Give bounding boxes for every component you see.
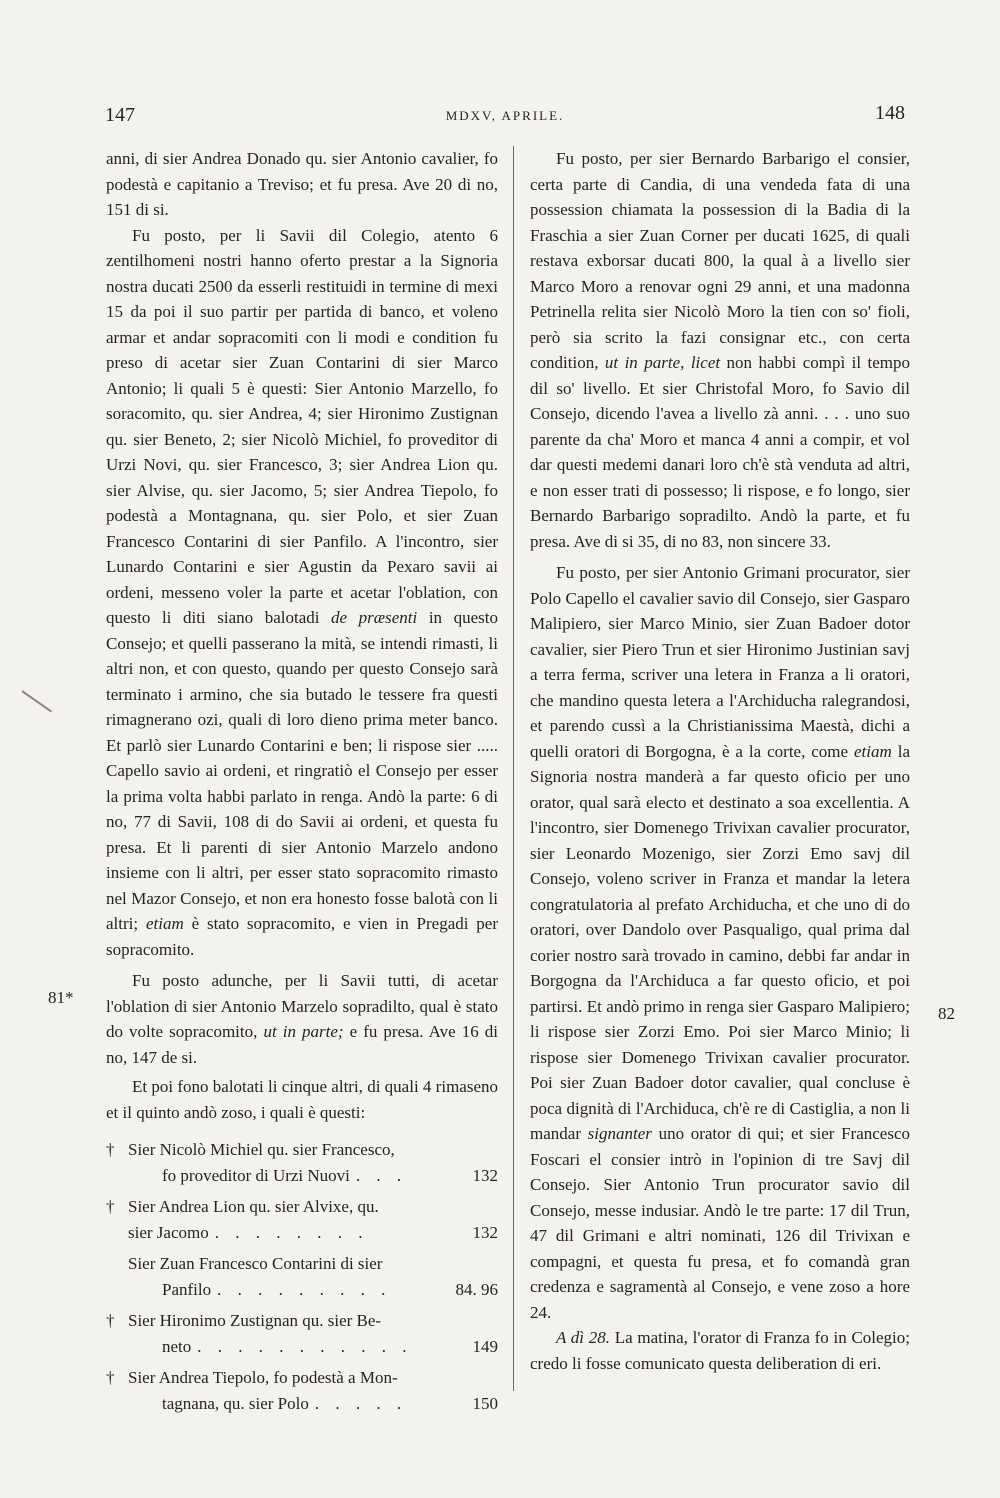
italic-phrase: etiam xyxy=(854,741,892,761)
right-paragraph-1 xyxy=(530,146,910,554)
left-paragraph-4: Et poi fono balotati li cinque altri, di quali 4 rimaseno et il quinto andò zoso, i quali è questi: xyxy=(106,1077,498,1122)
ballot-entry xyxy=(106,1308,498,1359)
text-run: e fu presa. Ave 16 di no, 147 de si. xyxy=(106,1022,499,1067)
left-paragraph-3 xyxy=(106,968,498,1070)
cross-mark: † xyxy=(106,1140,115,1159)
left-column xyxy=(106,146,498,1422)
text-run: in questo Consejo; et quelli passerano la mità, se intendi rimasti, li altri non, et con questo, quando per questo Consejo sarà terminato i armino, che sia butado le tessere fra questi rimagnerano ozi, quali di loro dieno prima meter banco. Et parlò sier Lunardo Contarini e ben; li rispose sier ..... Capello savio ai ordeni, et ringratiò el Consejo per esser la prima volta habbi parlato in renga. Andò la parte: 6 di no, 77 di Savii, 108 di do Savii ai ordeni, et questa fu presa. Et li parenti di sier Antonio Marzelo andono insieme con li altri, per esser stato sopracomito rimasto nel Mazor Consejo, et non era honesto fosse balotà con li altri; xyxy=(106,608,498,933)
leader-dots: . . . . . . . . . xyxy=(217,1279,392,1299)
column-divider xyxy=(513,146,514,1391)
page-number-left: 147 xyxy=(105,104,135,126)
leader-dots: . . . . . xyxy=(314,1393,408,1413)
cross-mark: † xyxy=(106,1311,115,1330)
right-column xyxy=(530,146,910,1376)
italic-phrase: de præsenti xyxy=(331,608,418,627)
candidate-detail: sier Jacomo xyxy=(128,1222,209,1242)
text-run: non habbi compì il tempo dil so' livello. Et sier Christofal Moro, fo Savio dil Consejo, dicendo l'avea a livello zà anni. . . . uno suo parente da cha' Moro et manca 4 anni a compir, et vol dar questi medemi danari loro ch'è stà venduta ad altri, e non esser trati di possesso; li rispose, e fo longo, sier Bernardo Barbarigo sopradilto. Andò la parte, et fu presa. Ave di si 35, di no 83, non sincere 33. xyxy=(530,353,911,551)
text-run: uno orator di qui; et sier Francesco Foscari el consier intrò in l'opinion di tre Savj dil Consejo. Sier Antonio Trun procurator savio dil Consejo, messe indusiar. Andò le tre parte: 17 dil Trun, 47 dil Grimani e altri nominati, 126 dil Trivixan e compagni, et questa fu presa, et fo comandà gran credenza e sagramentà al Consejo, e vene zoso a hore 24. xyxy=(530,1124,911,1322)
vote-count: 149 xyxy=(472,1336,498,1356)
vote-count: 150 xyxy=(472,1393,498,1413)
text-run: Fu posto adunche, per li Savii tutti, di acetar l'oblation di sier Antonio Marzelo sopradilto, qual è stato do volte sopracomito, xyxy=(106,971,498,1041)
leader-dots: . . . . . . . . xyxy=(214,1222,369,1242)
text-run: la Signoria nostra manderà a far questo oficio per uno orator, qual sarà electo et destinato a soa excellentia. A l'incontro, sier Domenego Trivixan cavalier procurator, sier Leonardo Mozenigo, sier Zorzi Emo savj dil Consejo, voleno scriver in Franza et mandar la letera congratulatoria al prefato Archiducha, et che uno di do oratori, over Dandolo over Pasqualigo, qual prima dal corier nostro sarà trovado in camino, debbi far andar in Borgogna da l'Archiduca a far questo oficio, et poi partirsi. Et andò primo in renga sier Gasparo Malipiero; li rispose sier Zorzi Emo. Poi sier Marco Minio; li rispose sier Domenego Trivixan cavalier procurator. Poi sier Zuan Badoer dotor cavalier, qual concluse è poca dignità di l'Archiduca, ch'è re di Castiglia, a non li mandar xyxy=(530,741,911,1143)
leader-dots: . . . . . . . . . . . xyxy=(197,1336,413,1356)
candidate-detail: tagnana, qu. sier Polo xyxy=(162,1393,309,1413)
italic-phrase: ut in parte, licet xyxy=(604,353,721,372)
cross-mark: † xyxy=(106,1368,115,1387)
text-run: Fu posto, per sier Bernardo Barbarigo el consier, certa parte di Candia, di una vendeda fata di una possession chiamata la possession di la Badia di la Fraschia a sier Zuan Corner per ducati 1625, di quali restava exborsar ducati 800, la qual à a livello sier Marco Moro a renovar ogni 29 anni, et una madonna Petrinella relita sier Nicolò Moro la tien con so' fioli, però sia scrito la fazi consignar etc., con certa condition, xyxy=(530,149,910,372)
page-header xyxy=(105,104,905,134)
left-paragraph-1: anni, di sier Andrea Donado qu. sier Antonio cavalier, fo podestà e capitanio a Treviso; et fu presa. Ave 20 di no, 151 di si. xyxy=(106,149,498,219)
text-run: è stato sopracomito, e vien in Pregadi per sopracomito. xyxy=(106,914,499,959)
leader-dots: . . . xyxy=(355,1165,408,1185)
page-number-right: 148 xyxy=(875,102,905,124)
candidate-name: Sier Andrea Tiepolo, fo podestà a Mon- xyxy=(128,1368,398,1387)
vote-count: 132 xyxy=(472,1222,498,1242)
italic-phrase: ut in parte; xyxy=(263,1022,344,1041)
candidate-name: Sier Zuan Francesco Contarini di sier xyxy=(128,1254,383,1273)
text-run: La matina, l'orator di Franza fo in Colegio; credo li fosse comunicato questa deliberation di eri. xyxy=(530,1328,911,1373)
right-paragraph-2 xyxy=(530,560,910,1325)
candidate-name: Sier Andrea Lion qu. sier Alvixe, qu. xyxy=(128,1197,379,1216)
candidate-detail: fo proveditor di Urzi Nuovi xyxy=(162,1165,350,1185)
candidate-name: Sier Hironimo Zustignan qu. sier Be- xyxy=(128,1311,382,1330)
ballot-list xyxy=(106,1137,498,1416)
candidate-name: Sier Nicolò Michiel qu. sier Francesco, xyxy=(128,1140,395,1159)
margin-reference-left: 81* xyxy=(48,988,74,1007)
ballot-entry xyxy=(106,1365,498,1416)
date-heading: A dì 28. xyxy=(556,1328,610,1347)
italic-phrase: signanter xyxy=(587,1124,652,1143)
right-paragraph-3 xyxy=(530,1325,910,1376)
text-run: Fu posto, per li Savii dil Colegio, atento 6 zentilhomeni nostri hanno oferto prestar a la Signoria nostra ducati 2500 da esserli restituidi in termine di mexi 15 da poi il suo partir per partida di banco, et voleno armar et andar sopracomiti con li modi e condition fu preso di acetar sier Zuan Contarini di sier Marco Antonio; li quali 5 è questi: Sier Antonio Marzello, fo soracomito, qu. sier Andrea, 4; sier Hironimo Zustignan qu. sier Beneto, 2; sier Nicolò Michiel, fo proveditor di Urzi Novi, qu. sier Francesco, 3; sier Andrea Lion qu. sier Alvise, qu. sier Jacomo, 5; sier Andrea Tiepolo, fo podestà a Montagnana, qu. sier Polo, et sier Zuan Francesco Contarini di sier Panfilo. A l'incontro, sier Lunardo Contarini e sier Agustin da Pexaro savii ai ordeni, messeno voler la parte et acetar l'oblation, con questo li diti siano balotadi xyxy=(106,225,498,627)
candidate-detail: neto xyxy=(162,1336,192,1356)
pencil-mark xyxy=(21,690,52,712)
text-run: Fu posto, per sier Antonio Grimani procurator, sier Polo Capello el cavalier savio dil Consejo, sier Gasparo Malipiero, sier Marco Minio, sier Zuan Badoer dotor cavalier, sier Piero Trun et sier Hironimo Justinian savj a terra ferma, scriver una letera in Franza a li oratori, che mandino questa letera a l'Archiducha ralegrandosi, et parendo cussì a la Christianissima Maestà, dichi a quelli oratori di Borgogna, è a la corte, come xyxy=(530,563,910,761)
ballot-entry xyxy=(106,1194,498,1245)
ballot-entry xyxy=(106,1137,498,1188)
vote-count: 84. 96 xyxy=(455,1279,498,1299)
vote-count: 132 xyxy=(472,1165,498,1185)
cross-mark: † xyxy=(106,1197,115,1216)
italic-phrase: etiam xyxy=(145,914,184,933)
running-title: MDXV, APRILE. xyxy=(445,108,565,123)
candidate-detail: Panfilo xyxy=(162,1279,212,1299)
margin-reference-right: 82 xyxy=(938,1004,955,1023)
left-paragraph-2 xyxy=(106,223,498,963)
ballot-entry xyxy=(106,1251,498,1302)
